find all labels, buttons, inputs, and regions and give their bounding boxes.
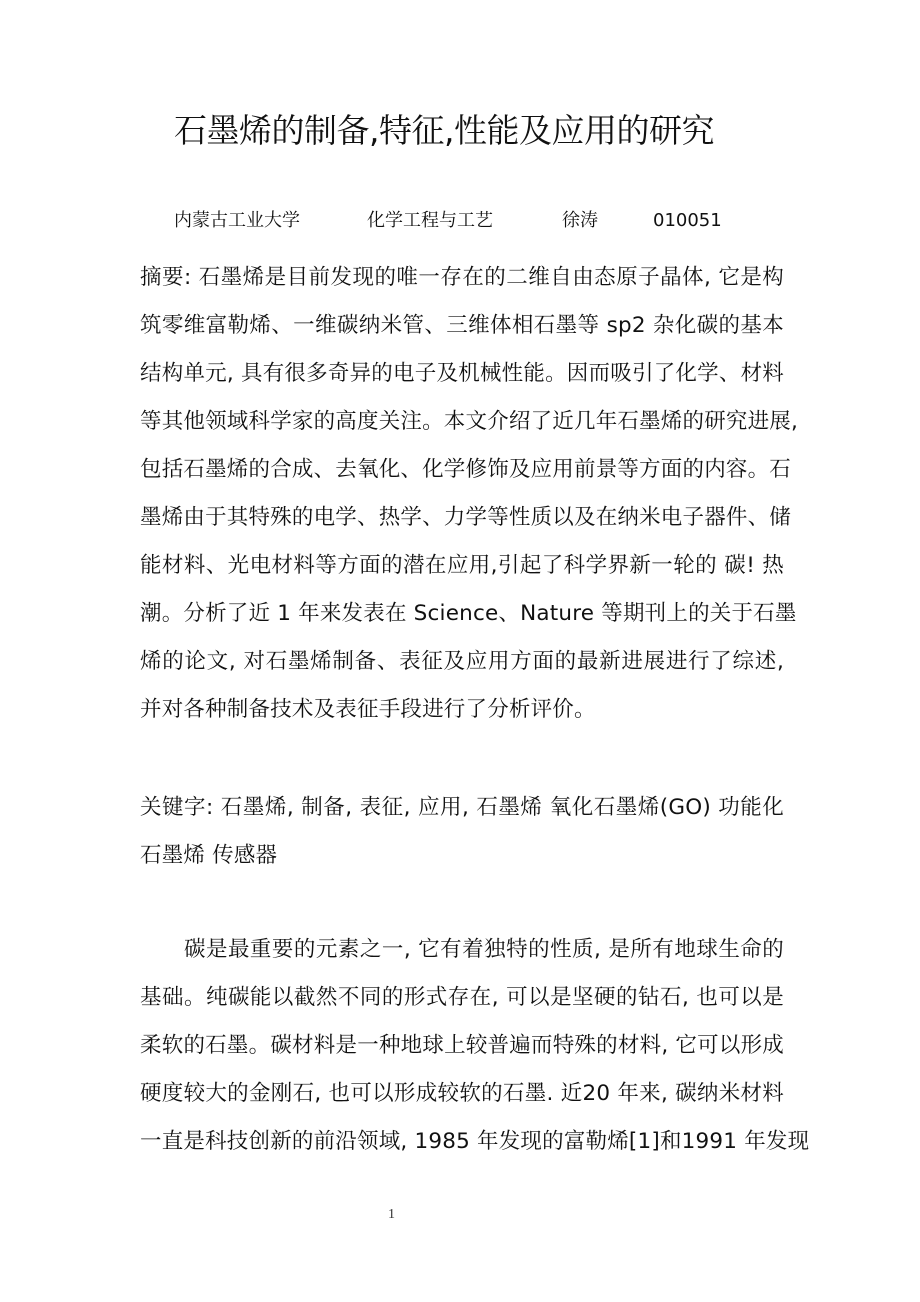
affiliation-university: 内蒙古工业大学 [174,210,300,231]
abstract-line: 摘要: 石墨烯是目前发现的唯一存在的二维自由态原子晶体, 它是构 [140,265,784,290]
intro-line: 硬度较大的金刚石, 也可以形成较软的石墨. 近20 年来, 碳纳米材料 [140,1081,784,1106]
author-affiliation-row [0,207,920,235]
document-title: 石墨烯的制备,特征,性能及应用的研究 [174,111,714,150]
abstract-line: 潮。分析了近 1 年来发表在 Science、Nature 等期刊上的关于石墨 [140,601,797,626]
keywords-line: 关键字: 石墨烯, 制备, 表征, 应用, 石墨烯 氧化石墨烯(GO) 功能化 [140,795,784,820]
postcode: 010051 [653,210,722,231]
affiliation-major: 化学工程与工艺 [367,210,493,231]
keywords-paragraph [140,784,784,880]
intro-line: 基础。纯碳能以截然不同的形式存在, 可以是坚硬的钻石, 也可以是 [140,985,784,1010]
abstract-paragraph [140,254,799,734]
abstract-line: 等其他领域科学家的高度关注。本文介绍了近几年石墨烯的研究进展, [140,409,799,434]
intro-paragraph [140,926,810,1166]
abstract-line: 能材料、光电材料等方面的潜在应用,引起了科学界新一轮的 碳! 热 [140,553,784,578]
intro-line: 柔软的石墨。碳材料是一种地球上较普遍而特殊的材料, 它可以形成 [140,1033,784,1058]
abstract-line: 包括石墨烯的合成、去氧化、化学修饰及应用前景等方面的内容。石 [140,457,792,482]
keywords-line: 石墨烯 传感器 [140,843,278,868]
abstract-line: 筑零维富勒烯、一维碳纳米管、三维体相石墨等 sp2 杂化碳的基本 [140,313,784,338]
intro-line: 一直是科技创新的前沿领域, 1985 年发现的富勒烯[1]和1991 年发现 [140,1129,810,1154]
page-number: 1 [388,1207,395,1222]
abstract-line: 墨烯由于其特殊的电学、热学、力学等性质以及在纳米电子器件、储 [140,505,792,530]
abstract-line: 并对各种制备技术及表征手段进行了分析评价。 [140,697,596,722]
intro-line: 碳是最重要的元素之一, 它有着独特的性质, 是所有地球生命的 [140,937,784,962]
abstract-line: 烯的论文, 对石墨烯制备、表征及应用方面的最新进展进行了综述, [140,649,784,674]
author-name: 徐涛 [562,210,598,231]
abstract-line: 结构单元, 具有很多奇异的电子及机械性能。因而吸引了化学、材料 [140,361,784,386]
